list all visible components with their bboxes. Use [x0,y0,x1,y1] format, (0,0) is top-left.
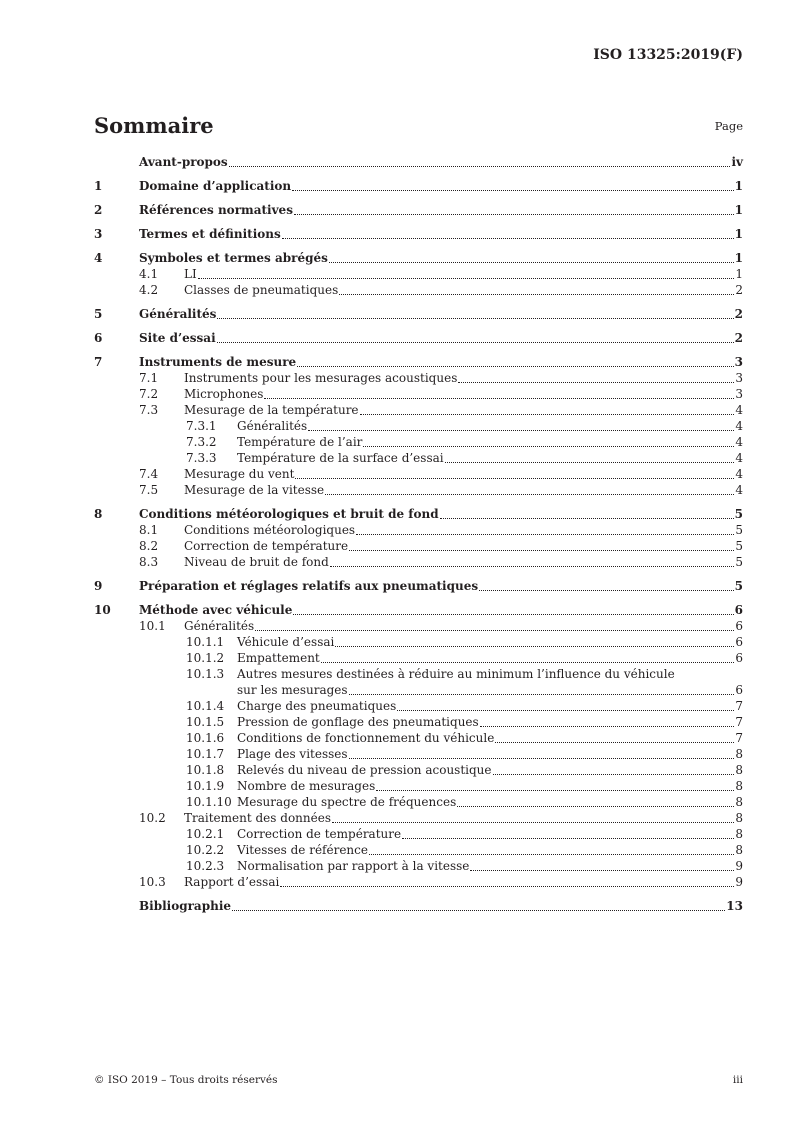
toc-entry-number: 6 [94,331,103,345]
dot-leader [280,885,734,887]
dot-leader [264,397,734,399]
toc-entry[interactable] [94,762,743,778]
toc-entry[interactable] [94,666,743,698]
toc-entry-title: Bibliographie [139,899,232,913]
toc-entry-title: Relevés du niveau de pression acoustique [237,763,492,777]
toc-entry-number: 10.2 [139,811,166,825]
toc-entry-number: 5 [94,307,103,321]
toc-entry[interactable] [94,402,743,418]
toc-entry[interactable] [94,482,743,498]
dot-leader [282,237,734,239]
toc-entry-title: Préparation et réglages relatifs aux pneumatiques [139,579,479,593]
toc-entry-page: 4 [735,419,743,433]
dot-leader [321,661,735,663]
toc-entry-page: 5 [734,579,743,593]
dot-leader [232,909,725,911]
toc-entry-page: 5 [734,507,743,521]
toc-entry-number: 8 [94,507,103,521]
toc-entry-number: 4 [94,251,103,265]
dot-leader [349,693,735,695]
toc-entry-page: 5 [735,539,743,553]
toc-entry-page: 1 [734,251,743,265]
dot-leader [295,477,734,479]
footer-copyright: © ISO 2019 – Tous droits réservés [94,1074,278,1086]
toc-entry[interactable] [94,386,743,402]
dot-leader [440,517,734,519]
dot-leader [217,341,734,343]
toc-entry[interactable] [94,434,743,450]
toc-entry-page: 8 [735,763,743,777]
document-standard-id: ISO 13325:2019(F) [593,47,743,63]
toc-entry-title: Conditions météorologiques [184,523,356,537]
toc-entry[interactable] [94,874,743,890]
toc-entry-title: Classes de pneumatiques [184,283,339,297]
toc-entry-page: 13 [726,899,743,913]
toc-entry-page: 6 [734,603,743,617]
toc-entry-title: Domaine d’application [139,179,292,193]
toc-entry-number: 10.2.2 [186,843,225,857]
dot-leader [495,741,734,743]
toc-entry-number: 7.1 [139,371,159,385]
toc-entry[interactable] [94,842,743,858]
dot-leader [217,317,733,319]
toc-entry[interactable] [94,730,743,746]
toc-entry-page: 1 [735,267,743,281]
toc-entry-page: 3 [734,355,743,369]
toc-entry-title: Température de l’air [237,435,363,449]
toc-entry-title: Microphones [184,387,264,401]
toc-entry[interactable] [94,826,743,842]
toc-entry-page: 7 [735,731,743,745]
toc-entry-page: 8 [735,747,743,761]
toc-entry-number: 10.1 [139,619,166,633]
toc-entry-page: 5 [735,523,743,537]
toc-entry-title: Mesurage du spectre de fréquences [237,795,457,809]
toc-entry-title: Nombre de mesurages [237,779,376,793]
toc-entry-title: Avant-propos [139,155,228,169]
toc-entry-title: Charge des pneumatiques [237,699,397,713]
toc-entry-title: Conditions de fonctionnement du véhicule [237,731,495,745]
dot-leader [339,293,734,295]
toc-entry-title: Généralités [237,419,308,433]
toc-entry-number: 7.5 [139,483,159,497]
toc-entry[interactable] [94,306,743,322]
toc-entry-title: Références normatives [139,203,293,217]
toc-entry-number: 10.2.3 [186,859,225,873]
toc-entry[interactable] [94,330,743,346]
toc-entry-page: 4 [735,467,743,481]
dot-leader [457,805,734,807]
dot-leader [330,565,735,567]
toc-entry-page: 2 [734,331,743,345]
toc-entry[interactable] [94,450,743,466]
toc-entry-title: Rapport d’essai [184,875,280,889]
toc-entry-page: 9 [735,859,743,873]
dot-leader [349,757,735,759]
page-title: Sommaire [94,113,214,138]
toc-entry-title: Température de la surface d’essai [237,451,444,465]
toc-entry[interactable] [94,354,743,370]
dot-leader [493,773,735,775]
dot-leader [363,445,734,447]
toc-entry-title: Plage des vitesses [237,747,348,761]
toc-entry-title: Empattement [237,651,320,665]
toc-entry-page: 6 [735,635,743,649]
dot-leader [402,837,734,839]
toc-entry-title: Niveau de bruit de fond [184,555,329,569]
toc-entry[interactable] [94,178,743,194]
dot-leader [198,277,735,279]
dot-leader [255,629,734,631]
toc-entry-title: Autres mesures destinées à réduire au minimum l’influence du véhicule [237,667,675,681]
toc-entry-number: 1 [94,179,103,193]
toc-entry[interactable] [94,370,743,386]
toc-entry-title: Correction de température [184,539,349,553]
toc-entry[interactable] [94,898,743,914]
dot-leader [376,789,734,791]
toc-entry-page: 2 [735,283,743,297]
toc-entry-page: 8 [735,795,743,809]
toc-entry-page: 9 [735,875,743,889]
toc-entry[interactable] [94,698,743,714]
toc-entry-title: Instruments pour les mesurages acoustiques [184,371,458,385]
dot-leader [294,213,734,215]
toc-entry-number: 10.1.10 [186,795,232,809]
toc-entry[interactable] [94,202,743,218]
toc-entry-number: 10.1.3 [186,667,225,681]
toc-entry-number: 3 [94,227,103,241]
toc-entry-number: 10 [94,603,111,617]
toc-entry-title: Traitement des données [184,811,331,825]
toc-entry-number: 10.1.5 [186,715,225,729]
toc-entry-number: 9 [94,579,103,593]
toc-entry-number: 10.1.7 [186,747,225,761]
toc-entry-title: Instruments de mesure [139,355,297,369]
toc-entry-page: 6 [735,619,743,633]
toc-entry[interactable] [94,650,743,666]
dot-leader [293,613,733,615]
toc-entry-title-continued: sur les mesurages [237,683,348,697]
dot-leader [397,709,734,711]
toc-entry[interactable] [94,418,743,434]
toc-entry[interactable] [94,466,743,482]
toc-entry-page: 5 [735,555,743,569]
dot-leader [369,853,734,855]
toc-entry-page: 1 [734,203,743,217]
toc-entry-number: 10.1.9 [186,779,225,793]
toc-entry-title: Pression de gonflage des pneumatiques [237,715,479,729]
toc-entry-page: 1 [734,227,743,241]
toc-entry-title: Véhicule d’essai [237,635,335,649]
toc-entry-page: iv [731,155,743,169]
dot-leader [332,821,734,823]
toc-entry-page: 3 [735,371,743,385]
toc-entry-page: 8 [735,827,743,841]
dot-leader [480,725,735,727]
toc-entry-page: 4 [735,483,743,497]
toc-entry-page: 3 [735,387,743,401]
toc-entry-page: 4 [735,451,743,465]
toc-entry-number: 7.2 [139,387,159,401]
toc-entry-number: 10.3 [139,875,166,889]
toc-entry-number: 4.2 [139,283,159,297]
toc-entry[interactable] [94,538,743,554]
toc-entry-number: 10.1.1 [186,635,225,649]
toc-entry-number: 7.3.2 [186,435,217,449]
toc-entry-title: Symboles et termes abrégés [139,251,328,265]
toc-entry[interactable] [94,578,743,594]
toc-entry-title: Généralités [139,307,217,321]
toc-entry-title: Mesurage du vent [184,467,295,481]
toc-entry[interactable] [94,266,743,282]
footer-page-number: iii [732,1074,743,1086]
toc-entry[interactable] [94,618,743,634]
dot-leader [329,261,734,263]
toc-entry[interactable] [94,858,743,874]
dot-leader [292,189,734,191]
toc-entry[interactable] [94,554,743,570]
toc-entry-page: 7 [735,699,743,713]
toc-entry-number: 7.4 [139,467,159,481]
toc-entry-number: 4.1 [139,267,159,281]
toc-entry-number: 7.3.1 [186,419,217,433]
toc-entry[interactable] [94,714,743,730]
toc-entry-number: 2 [94,203,103,217]
dot-leader [349,549,734,551]
toc-entry-number: 10.1.4 [186,699,225,713]
toc-entry[interactable] [94,810,743,826]
toc-entry-title: Normalisation par rapport à la vitesse [237,859,470,873]
toc-entry-number: 7.3.3 [186,451,217,465]
dot-leader [308,429,734,431]
toc-entry-number: 8.3 [139,555,159,569]
toc-entry-page: 8 [735,811,743,825]
toc-entry[interactable] [94,154,743,170]
toc-entry[interactable] [94,746,743,762]
table-of-contents [94,154,743,914]
toc-entry-number: 7.3 [139,403,159,417]
toc-entry[interactable] [94,602,743,618]
toc-entry-number: 8.1 [139,523,159,537]
toc-entry[interactable] [94,778,743,794]
toc-entry-number: 10.1.6 [186,731,225,745]
toc-entry[interactable] [94,250,743,266]
toc-entry-page: 8 [735,779,743,793]
toc-entry-number: 10.2.1 [186,827,225,841]
toc-entry-title: Méthode avec véhicule [139,603,293,617]
dot-leader [360,413,735,415]
toc-entry-title: Site d’essai [139,331,216,345]
dot-leader [356,533,734,535]
toc-entry-page: 6 [735,683,743,697]
toc-entry-number: 7 [94,355,103,369]
toc-entry-title: Mesurage de la température [184,403,359,417]
toc-entry-page: 8 [735,843,743,857]
toc-entry-page: 2 [734,307,743,321]
toc-entry[interactable] [94,522,743,538]
toc-entry-title: LI [184,267,197,281]
toc-entry-page: 1 [734,179,743,193]
dot-leader [229,165,731,167]
toc-entry[interactable] [94,226,743,242]
toc-entry-title: Mesurage de la vitesse [184,483,325,497]
toc-entry-page: 4 [735,403,743,417]
dot-leader [445,461,735,463]
dot-leader [335,645,734,647]
toc-entry-title: Conditions météorologiques et bruit de fond [139,507,439,521]
dot-leader [325,493,734,495]
toc-entry-number: 10.1.8 [186,763,225,777]
toc-entry-number: 10.1.2 [186,651,225,665]
toc-entry[interactable] [94,794,743,810]
page-column-label: Page [714,119,743,133]
toc-entry[interactable] [94,506,743,522]
toc-entry[interactable] [94,282,743,298]
dot-leader [458,381,734,383]
toc-entry-title: Vitesses de référence [237,843,368,857]
toc-entry-page: 4 [735,435,743,449]
dot-leader [470,869,734,871]
dot-leader [479,589,734,591]
toc-entry-title: Termes et définitions [139,227,281,241]
toc-entry-page: 6 [735,651,743,665]
toc-entry-number: 8.2 [139,539,159,553]
toc-entry-title: Correction de température [237,827,402,841]
toc-entry[interactable] [94,634,743,650]
dot-leader [297,365,733,367]
toc-entry-page: 7 [735,715,743,729]
toc-entry-title: Généralités [184,619,255,633]
